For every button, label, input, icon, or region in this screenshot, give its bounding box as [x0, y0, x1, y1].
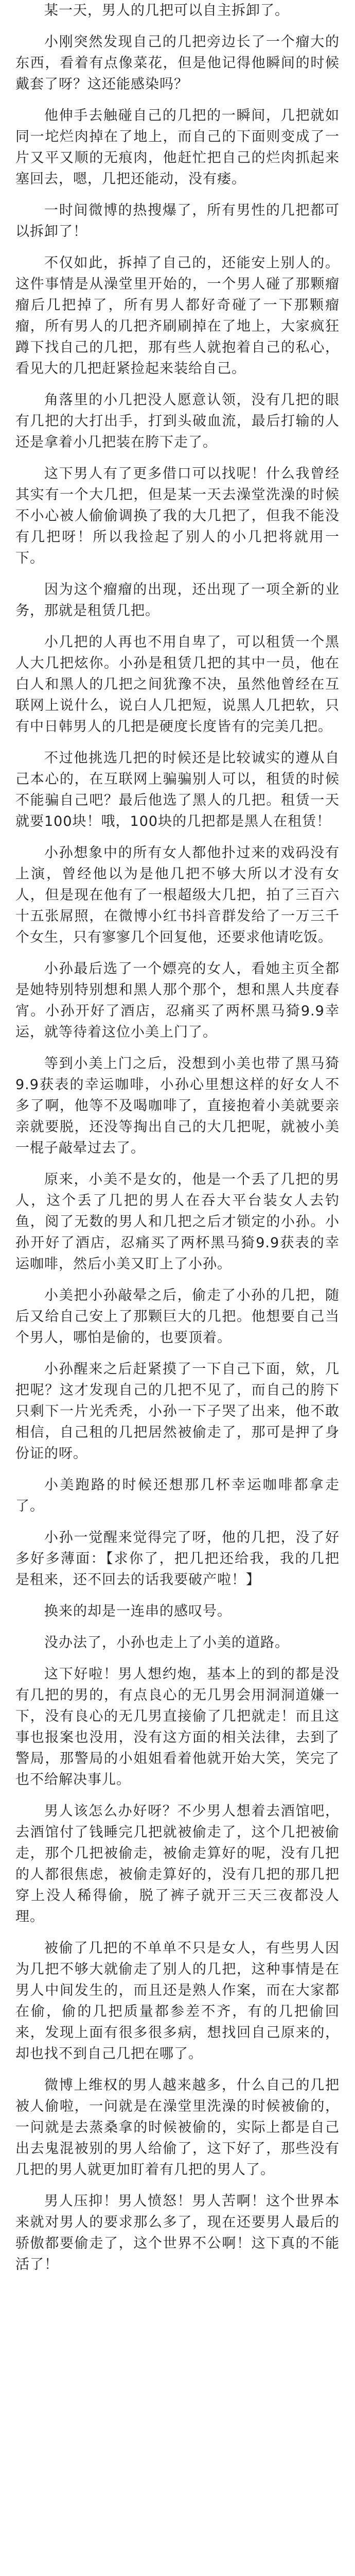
paragraph: 一时间微博的热搜爆了，所有男性的几把都可以拆卸了！: [15, 202, 340, 240]
paragraph: 小孙一觉醒来觉得完了呀，他的几把，没了好多好多薄面：【求你了，把几把还给我，我的几把是租来，还不回去的话我要破产啦！】: [15, 1530, 340, 1588]
paragraph: 因为这个瘤瘤的出现，还出现了一项全新的业务，那就是租赁几把。: [15, 582, 340, 619]
paragraph: 这下好啦！男人想约炮，基本上的到的都是没有几把的男的，有点良心的无几男会用洞洞道嫌一下，没有良心的无几男直接偷了几把就走！而且这事也报案也没用，没有这方面的相关法律，去到了警局，那警局的小姐姐看着他就开始大笑，笑完了也不给解决事儿。: [15, 1666, 340, 1788]
paragraph: 小美把小孙敲晕之后，偷走了小孙的几把，随后又给自己安上了那颗巨大的几把。他想要自己当个男人，哪怕是偷的，也要顶着。: [15, 1287, 340, 1346]
paragraph: 原来，小美不是女的，他是一个丢了几把的男人，这个丢了几把的男人在吞大平台装女人去钓鱼，阅了无数的男人和几把之后才锁定的小孙。小孙开好了酒店，忍痛买了两杯黑马猗9.9获表的幸运咖啡，然后小美又盯上了小孙。: [15, 1172, 340, 1272]
paragraph: 他伸手去触碰自己的几把的一瞬间，几把就如同一坨烂肉掉在了地上，而自己的下面则变成了一片又平又顺的无痕肉，他赶忙把自己的烂肉抓起来塞回去，嗯，几把还能动，没有痿。: [15, 108, 340, 187]
paragraph: 角落里的小几把没人愿意认领，没有几把的眼有几把的大打出手，打到头破血流，最后打输的人还是拿着小几把装在胯下走了。: [15, 392, 340, 450]
paragraph: 小几把的人再也不用自卑了，可以租赁一个黑人大几把炫你。小孙是租赁几把的其中一员，他在白人和黑人的几把之间犹豫不决，虽然他曾经在互联网上说什么，说白人几把短，说黑人几把软，只有中日韩男人的几把是硬度长度皆有的完美几把。: [15, 634, 340, 735]
paragraph: 小美跑路的时候还想那几杯幸运咖啡都拿走了。: [15, 1477, 340, 1514]
paragraph: 某一天，男人的几把可以自主拆卸了。: [44, 3, 289, 19]
note-content: [15, 0, 340, 2285]
paragraph: 等到小美上门之后，没想到小美也带了黑马猗9.9获表的幸运咖啡，小孙心里想这样的好女人不多了啊，他等不及喝咖啡了，直接抱着小美就要亲亲就要脱，还没等掏出自己的大几把呢，就被小美一棍子敲晕过去了。: [15, 1056, 340, 1156]
paragraph: 不过他挑选几把的时候还是比较诚实的遵从自己本心的，在互联网上骗骗别人可以，租赁的时候不能骗自己吧？最后他选了黑人的几把。租赁一天就要100块！哦，100块的几把都是黑人在租赁！: [15, 750, 340, 829]
paragraph: 小孙醒来之后赶紧摸了一下自己下面，欸，几把呢？这才发现自己的几把不见了，而自己的胯下只剩下一片光秃秃，小孙一下子哭了出来，他不敢相信，自己租的几把居然被偷走了，那可是押了身份证的呀。: [15, 1361, 340, 1462]
paragraph: 小孙最后选了一个嫖亮的女人，看她主页全都是她特别特别想和黑人那个那个，想和黑人共度春宵。小孙开好了酒店，忍痛买了两杯黑马猗9.9幸运，就等待着这位小美上门了。: [15, 961, 340, 1040]
paragraph: 小刚突然发现自己的几把旁边长了一个瘤大的东西，看着有点像菜花，但是他记得他瞬间的时候戴套了呀？这还能感染吗？: [15, 34, 340, 92]
paragraph: 被偷了几把的不单单不只是女人，有些男人因为几把不够大就偷走了别人的几把，这种事情是在男人中间发生的，而且还是熟人作案，而在大家都在偷，偷的几把质量都参差不齐，有的几把偷回来，发现上面有很多很多病，想找回自己原来的，却也找不到自己几把在哪了。: [15, 1940, 340, 2062]
paragraph: 换来的却是一连串的感叹号。: [44, 1603, 232, 1619]
paragraph: 男人该怎么办好呀？不少男人想着去酒馆吧，去酒馆付了钱睡完几把就被偷走了，这个几把被偷走，那个几把被偷走，被偷走算好的呢，没有几把的人都很焦虑，被偷走算好的，没有几把的那几把穿上没人稀得偷，脱了裤子就开三天三夜都没人理。: [15, 1803, 340, 1925]
paragraph: 没办法了，小孙也走上了小美的道路。: [44, 1635, 289, 1651]
paragraph: 小孙想象中的所有女人都他扑过来的戏码没有上演，曾经他以为是他几把不够大所以才没有女人，但是现在他有了一根超级大几把，拍了三百六十五张屌照，在微博小红书抖音群发给了一万三千个女生，只有寥寥几个回复他，还要求他请吃饭。: [15, 845, 340, 945]
paragraph: 男人压抑！男人愤怒！男人苦啊！这个世界本来就对男人的要求那么多了，现在还要男人最后的骄傲都要偷走了，这个世界不公啊！这下真的不能活了！: [15, 2193, 340, 2273]
paragraph: 这下男人有了更多借口可以找呢！什么我曾经其实有一个大几把，但是某一天去澡堂洗澡的时候不小心被人偷偷调换了我的大几把了，但我不能没有几把呀！所以我捡起了别人的小几把将就用一下。: [15, 466, 340, 566]
paragraph: 微博上维权的男人越来越多，什么自己的几把被人偷啦，一问就是在澡堂里洗澡的时候被偷的，一问就是去蒸桑拿的时候被偷的，实际上都是自己出去鬼混被别的男人给偷了，这下好了，那些没有几把的男人就更加盯着有几把的男人了。: [15, 2077, 340, 2178]
paragraph: 不仅如此，拆掉了自己的，还能安上别人的。这件事情是从澡堂里开始的，一个男人碰了那颗瘤瘤后几把掉了，所有男人都好奇碰了一下那颗瘤瘤，所有男人的几把齐刷刷掉在了地上，大家疯狂蹲下找自己的几把，那有些人就抱着自己的私心，看见大的几把赶紧捡起来装给自己。: [15, 255, 340, 377]
